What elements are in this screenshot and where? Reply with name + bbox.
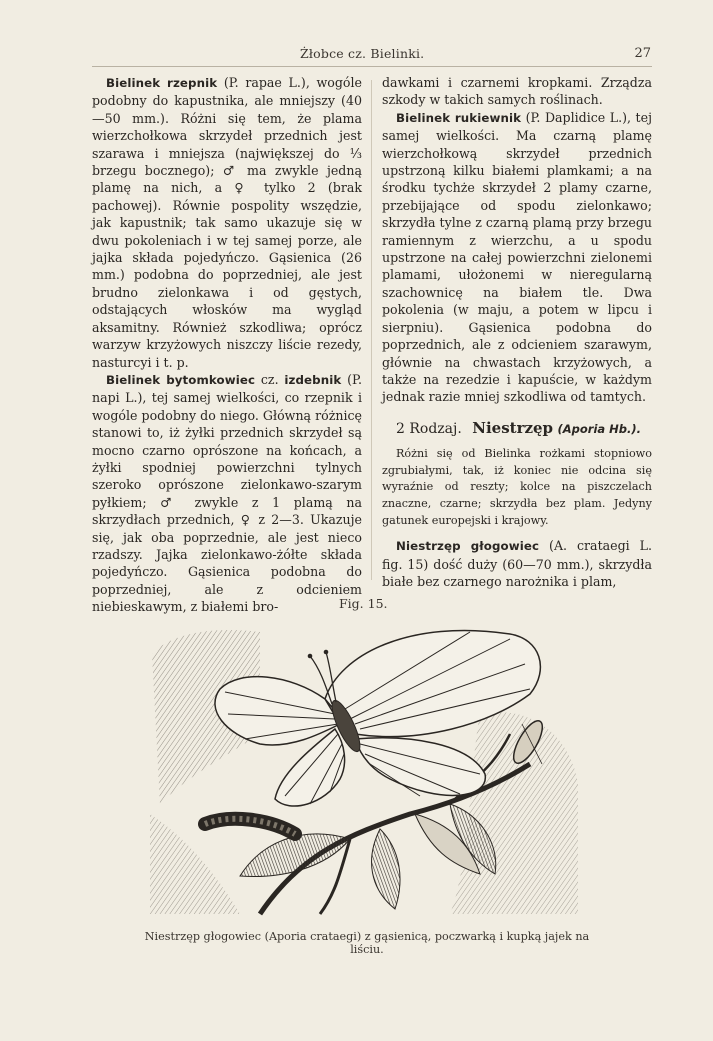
figure-caption: Niestrzęp głogowiec (Aporia crataegi) z gąsienicą, poczwarką i kupką jajek na liściu.: [144, 930, 590, 956]
figure-label: Fig. 15.: [339, 596, 388, 611]
running-head: Żłobce cz. Bielinki.: [300, 46, 425, 61]
paragraph-text: (P. Daplidice L.), tej samej wielkości. Ma czarną plamę wierzchołkową skrzydeł przednich upstrzoną kilku białemi plamkami; a na środku tychże skrzydeł 2 plamy czarne, przebijające od spodu zielonkawo; skrzydła tylne z czarną plamą przy brzegu ramiennym z wierzchu, a u spodu upstrzone na całej powierzchni zielonemi plamami, ułożonemi w nieregularną szachownicę na białem tle. Dwa pokolenia (w maju, a potem w lipcu i sierpniu). Gąsienica podobna do poprzednich, ale z odcieniem szarawym, głównie na chwastach krzyżowych, a także na rezedzie i kapuście, w każdym jednak razie mniej szkodliwa od tamtych.: [382, 109, 652, 405]
species-name: Bielinek bytomkowiec: [106, 372, 256, 387]
paragraph-continuation: dawkami i czarnemi kropkami. Zrządza szkody w takich samych roślinach.: [382, 75, 652, 108]
paragraph-rukiewnik: [382, 109, 652, 406]
paragraph-text: (P. napi L.), tej samej wielkości, co rzepnik i wogóle podobny do niego. Główną różnicę stanowi to, iż żyłki przednich skrzydeł są mocno czarno oprószone na końcach, a żyłki spodniej powierzchni tylnych szeroko oprószone zielonkawo-szarym pyłkiem; ♂ zwykle z 1 plamą na skrzydłach przednich, ♀ z 2—3. Ukazuje się, jak oba poprzednie, ale jest nieco rzadszy. Jajka zielonkawo-żółte składa pojedyńczo. Gąsienica podobna do poprzedniej, ale z odcieniem niebieskawym, z białemi bro-: [92, 371, 362, 615]
species-name: Bielinek rzepnik: [106, 76, 218, 90]
genus-description: Różni się od Bielinka rożkami stopniowo zgrubiałymi, tak, iż koniec nie odcina się wyraźnie od reszty; kolce na piszczelach znaczne, czarne; skrzydła bez plam. Jedyny gatunek europejski i krajowy.: [382, 447, 652, 527]
header-rule: [92, 66, 652, 67]
paragraph-glogowiec: [382, 537, 652, 590]
caterpillar: [205, 819, 295, 834]
page-number: 27: [634, 46, 651, 61]
right-column: [382, 74, 652, 590]
left-column: [92, 74, 362, 616]
paragraph-text: (P. rapae L.), wogóle podobny do kapustnika, ale mniejszy (40—50 mm.). Różni się tem, że plama wierzchołkowa skrzydeł przednich jest szarawa i mniejsza (największej do ⅓ brzegu bocznego); ♂ ma zwykle jedną plamę na nich, a ♀ tylko 2 (brak pachowej). Równie pospolity wszędzie, jak kapustnik; tak samo ukazuje się w dwu pokoleniach i w tej samej porze, ale jajka składa pojedyńczo. Gąsienica (26 mm.) podobna do poprzedniej, ale jest brudno zielonkawa i od gęstych, odstających włosków ma wygląd aksamitny. Również szkodliwa; oprócz warzyw krzyżowych niszczy liście rezedy, nasturcyi i t. p.: [92, 75, 362, 370]
paragraph-rzepnik: [92, 74, 362, 371]
species-name: Bielinek rukiewnik: [396, 110, 522, 125]
butterfly-engraving: [150, 614, 580, 916]
paragraph-bytomkowiec: [92, 371, 362, 616]
paragraph-text: (A. crataegi L. fig. 15) dość duży (60—70 mm.), skrzydła białe bez czarnego narożnika i plam,: [382, 538, 652, 589]
genus-number: 2 Rodzaj.: [396, 420, 462, 437]
species-alias: izdebnik: [284, 372, 342, 387]
alias-prefix: cz.: [260, 371, 279, 387]
genus-heading: [382, 420, 652, 438]
column-divider: [371, 80, 372, 580]
genus-author: (Aporia Hb.).: [557, 421, 642, 436]
species-name: Niestrzęp głogowiec: [396, 539, 540, 554]
genus-name: Niestrzęp: [472, 418, 554, 437]
